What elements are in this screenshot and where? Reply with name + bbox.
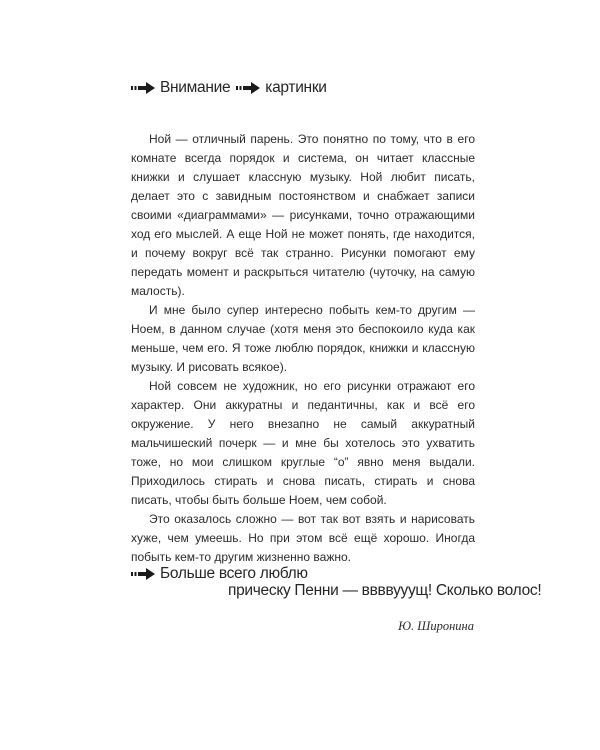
- author-signature: Ю. Широнина: [398, 619, 474, 633]
- footer-note-line1: Больше всего люблю: [160, 565, 308, 582]
- page-heading: [131, 79, 333, 97]
- paragraph: Ной совсем не художник, но его рисунки отражают его характер. Они аккуратны и педантичны, как и всё его окружение. У него внезапно не самый аккуратный мальчишеский почерк — и мне бы хотелось это ухватить тоже, но мои слишком круглые “о” явно меня выдали. Приходилось стирать и снова писать, стирать и снова писать, чтобы быть больше Ноем, чем собой.: [131, 379, 475, 507]
- paragraph: Ной — отличный парень. Это понятно по тому, что в его комнате всегда порядок и система, он читает классные книжки и слушает классную музыку. Ной любит писать, делает это с завидным постоянством и снабжает записи своими «диаграммами» — рисунками, точно отражающими ход его мыслей. А еще Ной не может понять, где находится, и почему вокруг всё так странно. Рисунки помогают ему передать момент и раскрыться читателю (чуточку, на самую малость).: [131, 132, 475, 298]
- paragraph: И мне было супер интересно побыть кем-то другим — Ноем, в данном случае (хотя меня это беспокоило куда как меньше, чем его. Я тоже люблю порядок, книжки и классную музыку. И рисовать всякое).: [131, 303, 475, 374]
- heading-word-attention: Внимание: [160, 79, 231, 96]
- footer-note-line2: прическу Пенни — ввввууущ! Сколько волос!: [228, 582, 542, 599]
- heading-word-pictures: картинки: [265, 79, 327, 96]
- body-text: [131, 130, 475, 567]
- paragraph: Это оказалось сложно — вот так вот взять и нарисовать хуже, чем умеешь. Но при этом всё ещё хорошо. Иногда побыть кем-то другим жизненно важно.: [131, 512, 475, 564]
- arrow-right-icon: [131, 82, 155, 94]
- footer-note: [131, 565, 308, 583]
- arrow-right-icon: [131, 568, 155, 580]
- arrow-right-icon: [236, 82, 260, 94]
